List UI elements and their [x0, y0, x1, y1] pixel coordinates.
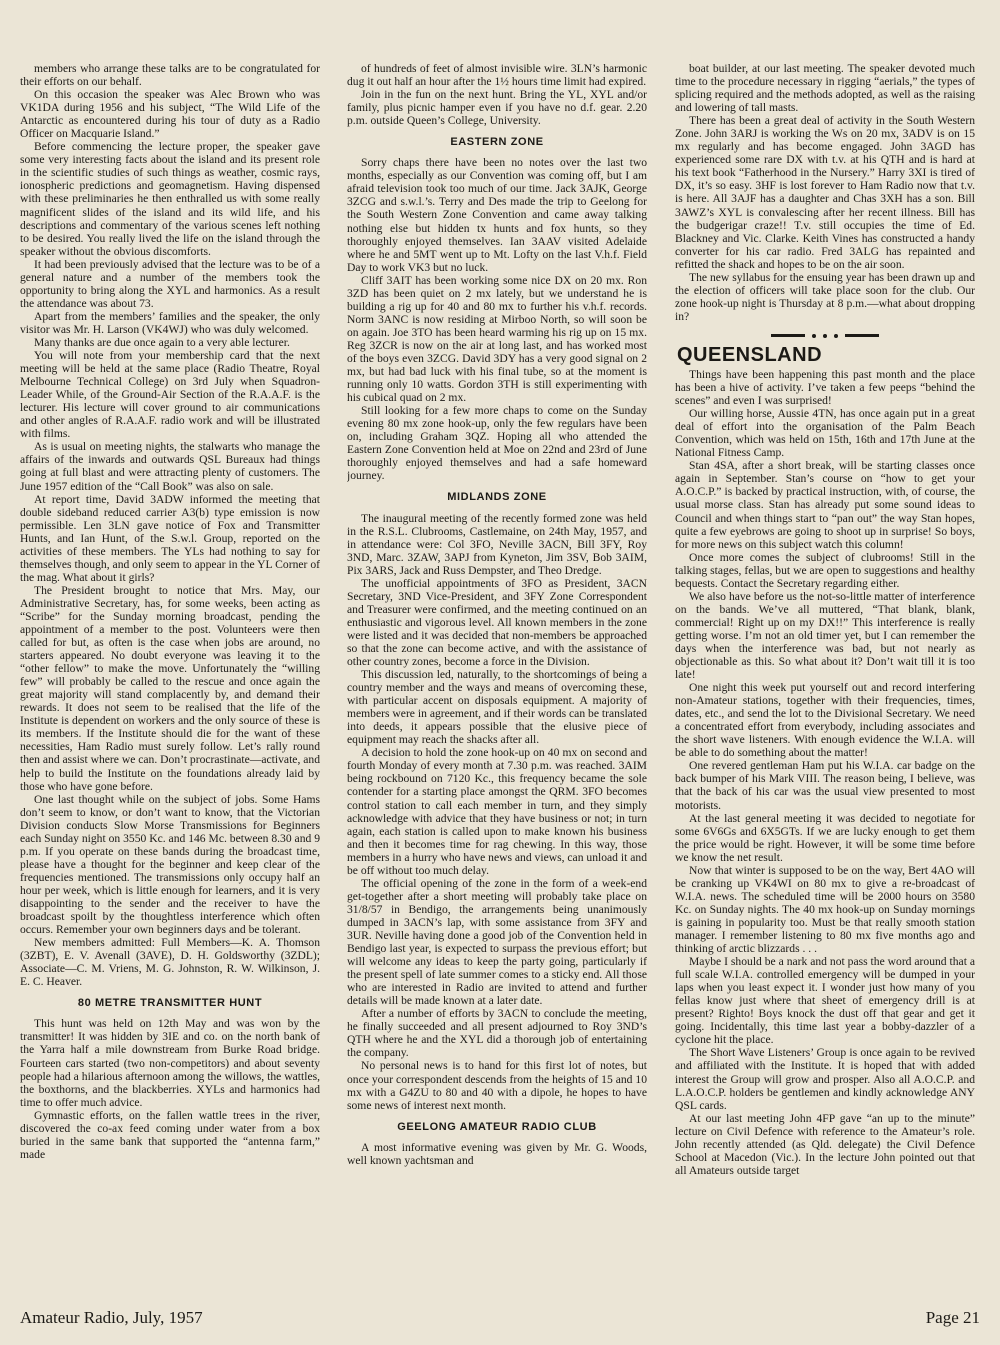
article-paragraph: of hundreds of feet of almost invisible wire. 3LN’s harmonic dug it out half an hour after the 1½ hours time limit had expired. [347, 62, 647, 89]
divider-dot [812, 334, 816, 338]
article-paragraph: The new syllabus for the ensuing year has been drawn up and the election of officers will take place soon for the club. Our zone hook-up night is Thursday at 8 p.m.—what about dropping in? [675, 270, 975, 323]
column-middle [347, 62, 647, 1297]
article-paragraph: There has been a great deal of activity in the South Western Zone. John 3ARJ is working the Ws on 20 mx, 3ADV is on 15 mx regularly and has become engaged. John 3AGD has experienced some rare DX with t.v. at his QTH and is hard at his text book “Fatherhood in the Nursery.” Harry 3XI is tired of DX, it’s so easy. 3HF is lost forever to Ham Radio now that t.v. is here. All 3AJF has a daughter and Chas 3XH has a son. Bill 3AWZ’s XYL is convalescing after her recent illness. Bill has the budgerigar craze!! T.v. still occupies the time of Ed. Blackney and Vic. Clarke. Keith Vines has constructed a handy converter for his car radio. Fred 3ALG has repainted and refitted the shack and hopes to be on the air soon. [675, 114, 975, 271]
article-paragraph: Our willing horse, Aussie 4TN, has once again put in a great deal of effort into the organisation of the Palm Beach Convention, which was held on 15th, 16th and 17th June at the National Fitness Camp. [675, 407, 975, 460]
article-paragraph: Once more comes the subject of clubrooms! Still in the talking stages, fellas, but we are open to suggestions and healthy bequests. Contact the Secretary regarding either. [675, 550, 975, 590]
article-paragraph: It had been previously advised that the lecture was to be of a general nature and a number of the members took the opportunity to bring along the XYL and harmonics. As a result the attendance was about 73. [20, 257, 320, 310]
article-paragraph: One revered gentleman Ham put his W.I.A. car badge on the back bumper of his Mark VIII. The reason being, I believe, was that the back of his car was the usual view presented to most motorists. [675, 759, 975, 812]
section-heading: MIDLANDS ZONE [447, 491, 547, 504]
article-paragraph: As is usual on meeting nights, the stalwarts who manage the affairs of the inwards and outwards QSL Bureaux had things going at full blast and were attracting plenty of customers. The June 1957 edition of the “Call Book” was also on sale. [20, 440, 320, 493]
article-paragraph: A decision to hold the zone hook-up on 40 mx on second and fourth Monday of every month at 7.30 p.m. was reached. 3AIM being rockbound on 7120 Kc., this frequency became the sole contender for a starting place amongst the QRM. 3FO becomes control station to call each member in turn, and they simply acknowledge with advice that they have business or not; in turn again, each station is called upon to make known his business and then it becomes time for rag chewing. In this way, those members in a hurry who have news and views, can unload it and be off without too much delay. [347, 746, 647, 877]
article-paragraph: No personal news is to hand for this first lot of notes, but once your correspondent descends from the heights of 15 and 10 mx with a G4ZU to 80 and 40 with a dipole, he hopes to have some news of interest next month. [347, 1059, 647, 1112]
section-heading: 80 METRE TRANSMITTER HUNT [77, 997, 263, 1010]
article-paragraph: Now that winter is supposed to be on the way, Bert 4AO will be cranking up VK4WI on 80 mx to give a re-broadcast of W.I.A. news. The scheduled time will be 2000 hours on 3580 Kc. on Sunday nights. The 40 mx hook-up on Sunday mornings is gaining in popularity too. Must be that really smooth station manager. I remember listening to 80 mx five months ago and thinking of arctic blizzards . . . [675, 863, 975, 956]
column-left [20, 62, 320, 1297]
section-heading: EASTERN ZONE [450, 136, 544, 149]
divider-dot [834, 334, 838, 338]
article-paragraph: New members admitted: Full Members—K. A. Thomson (3ZBT), E. V. Avenall (3AVE), D. H. Goldsworthy (3ZDL); Associate—C. M. Vriens, M. G. Johnston, R. W. Wilkinson, J. E. C. Heaver. [20, 936, 320, 989]
article-paragraph: Things have been happening this past month and the place has been a hive of activity. I’ve taken a few peeps “behind the scenes” and even I was surprised! [675, 367, 975, 408]
article-paragraph: Maybe I should be a nark and not pass the word around that a full scale W.I.A. controlled emergency will be dumped in your laps when you least expect it. I wonder just how many of you fellas know just where that sheet of emergency drill is at present? Righto! Boys knock the dust off that gear and get it going. Incidentally, this time last year a bobby-dazzler of a cyclone hit the place. [675, 955, 975, 1047]
article-paragraph: We also have before us the not-so-little matter of interference on the bands. We’ve all muttered, “That blank, blank, commercial! Right up on my DX!!” This interference is really getting worse. I’m not an old timer yet, but I can remember the days when the interference was bad, but not nearly as objectionable as this. So what about it? Don’t wait till it is too late! [675, 589, 975, 682]
section-heading: QUEENSLAND [677, 343, 823, 366]
article-paragraph: Join in the fun on the next hunt. Bring the YL, XYL and/or family, plus picnic hamper even if you have no d.f. gear. 2.20 p.m. outside Queen’s College, University. [347, 88, 647, 128]
article-paragraph: The inaugural meeting of the recently formed zone was held in the R.S.L. Clubrooms, Castlemaine, on 24th May, 1957, and in attendance were: Col 3FO, Neville 3ACN, Bill 3FY, Roy 3ND, Marc. 3ZAW, 3APJ from Kyneton, Jim 3SV, Bob 3AIM, Pix 3ARS, Jack and Russ Dempster, and Theo Dredge. [347, 511, 647, 577]
article-paragraph: After a number of efforts by 3ACN to conclude the meeting, he finally succeeded and all present adjourned to Roy 3ND’s QTH where he and the XYL did a thorough job of entertaining the company. [347, 1007, 647, 1060]
section-divider [675, 327, 975, 345]
article-paragraph: You will note from your membership card that the next meeting will be held at the same place (Radio Theatre, Royal Melbourne Technical College) on 3rd July when Squadron-Leader While, of the Ground-Air Section of the R.A.A.F. is the lecturer. His lecture will cover ground to air communications and other angles of R.A.A.F. radio work and will be illustrated with films. [20, 349, 320, 441]
article-paragraph: At report time, David 3ADW informed the meeting that double sideband reduced carrier A3(b) type emission is now permissible. Len 3LN gave notice of Fox and Transmitter Hunts, and Ian Hunt, of the S.w.l. Group, reported on the activities of these members. The YLs had nothing to say for themselves though, and only seem to appear in the YL Corner of the mag. What about it girls? [20, 492, 320, 584]
section-heading: GEELONG AMATEUR RADIO CLUB [397, 1120, 597, 1133]
article-paragraph: At our last meeting John 4FP gave “an up to the minute” lecture on Civil Defence with reference to the Amateur’s role. John recently attended (as Qld. delegate) the Civil Defence School at Macedon (Vic.). In the lecture John pointed out that all Amateurs outside target [675, 1111, 975, 1177]
article-paragraph: Still looking for a few more chaps to come on the Sunday evening 80 mx zone hook-up, only the few regulars have been on, including Graham 3QZ. Hoping all who attended the Eastern Zone Convention held at Moe on 22nd and 23rd of June thoroughly enjoyed themselves and had a safe homeward journey. [347, 404, 647, 483]
footer-publication: Amateur Radio, July, 1957 [20, 1308, 203, 1327]
article-paragraph: Sorry chaps there have been no notes over the last two months, especially as our Convention was coming off, but I am afraid television took too much of our time. Jack 3AJK, George 3ZCG and s.w.l.’s. Terry and Des made the trip to Geelong for the South Western Zone Convention and came away talking nothing else but hidden tx hunts and fox hunts, so they thoroughly enjoyed themselves. Ian 3AAV visited Adelaide where he and 5MT went up to Mt. Lofty on the last V.h.f. Field Day to work VK3 but no luck. [347, 156, 647, 274]
article-paragraph: Many thanks are due once again to a very able lecturer. [34, 335, 290, 349]
article-paragraph: A most informative evening was given by Mr. G. Woods, well known yachtsman and [347, 1140, 647, 1167]
article-paragraph: On this occasion the speaker was Alec Brown who was VK1DA during 1956 and his subject, “The Wild Life of the Antarctic as encountered during his tour of duty as a Radio Officer on Macquarie Island.” [20, 88, 320, 141]
article-paragraph: The Short Wave Listeners’ Group is once again to be revived and affiliated with the Institute. It is hoped that with added interest the Group will grow and prosper. Also all A.O.C.P. and L.A.O.C.P. holders be gentlemen and kindly acknowledge ANY QSL cards. [675, 1046, 975, 1112]
column-right [675, 62, 975, 1297]
page-footer [20, 1305, 980, 1331]
article-paragraph: Gymnastic efforts, on the fallen wattle trees in the river, discovered the co-ax feed coming under water from a box buried in the same bank that supported the “antenna farm,” made [20, 1108, 320, 1161]
article-paragraph: At the last general meeting it was decided to negotiate for some 6V6Gs and 6X5GTs. If we are lucky enough to get them the price would be right. However, it will be some time before we know the net result. [675, 811, 975, 864]
article-paragraph: One night this week put yourself out and record interfering non-Amateur stations, together with their frequencies, times, dates, etc., and send the lot to the Divisional Secretary. We need a concentrated effort from everybody, including associates and the short wave listeners. With enough evidence the W.I.A. will be able to do something about the matter! [675, 681, 975, 760]
divider-dot [823, 334, 827, 338]
article-paragraph: Cliff 3AIT has been working some nice DX on 20 mx. Ron 3ZD has been quiet on 2 mx lately, but we understand he is building a rig up for 40 and 80 mx to further his v.h.f. records. Norm 3ANC is now residing at Mirboo North, so will soon be on again. Joe 3TO has been heard warming his rig up on 15 mx. Reg 3ZCR is now on the air at long last, and has worked most of the boys even 3ZCG. David 3DY has a very good signal on 2 mx, but had bad luck with his final tube, so at the moment is running only 10 watts. Gordon 3TH is still experimenting with his cubical quad on 2 mx. [347, 273, 647, 405]
article-paragraph: The unofficial appointments of 3FO as President, 3ACN Secretary, 3ND Vice-President, and 3FY Zone Correspondent and Treasurer were confirmed, and the meeting continued on an enthusiastic and vigorous level. All known members in the zone were listed and it was decided that non-members be approached so that the zone can become active, and with the assistance of other country zones, become a force in the Division. [347, 576, 647, 669]
article-paragraph: Stan 4SA, after a short break, will be starting classes once again in September. Stan’s course on “how to get your A.O.C.P.” is backed by practical instruction, with, of course, the usual morse class. Stan has already put some sound ideas to Council and when things start to “pan out” the way Stan hopes, quite a few eyebrows are going to shoot up in surprise! So boys, for more news on this subject watch this column! [675, 459, 975, 551]
article-paragraph: The President brought to notice that Mrs. May, our Administrative Secretary, has, for some weeks, been acting as “Scribe” for the Sunday morning broadcast, pending the appointment of a member to the post. Volunteers were then called for but, as often is the case when jobs are around, no starters appeared. No doubt everyone was leaving it to the “other fellow” to make the move. Unfortunately the “willing few” will probably be called to the rescue and once again the great majority will stand complacently by, and demand their rewards. It does not seem to be realised that the life of the Institute is dependent on workers and the only source of these is its members. If the Institute should die for the want of these necessities, Ham Radio must surely follow. Let’s rally round then and assist where we can. Don’t procrastinate—activate, and help to build the Institute on the foundations already laid by those who have gone before. [20, 583, 320, 793]
article-paragraph: Apart from the members’ families and the speaker, the only visitor was Mr. H. Larson (VK4WJ) who was duly welcomed. [20, 309, 320, 336]
article-paragraph: Before commencing the lecture proper, the speaker gave some very interesting facts about the island and its present role in the scientific studies of such things as weather, cosmic rays, ionospheric predictions and geomagnetism. Having dispensed with these preliminaries he then enthralled us with some really magnificent slides of the island and its wild life, and his descriptions and commentary of the various scenes left nothing to be desired. You really lived the life on the island through the speaker without the obvious discomforts. [20, 140, 320, 258]
article-paragraph: boat builder, at our last meeting. The speaker devoted much time to the procedure necessary in rigging “aerials,” the types of splicing required and the methods adopted, as well as the raising and lowering of tall masts. [675, 62, 975, 115]
divider-rule [845, 334, 879, 337]
article-paragraph: This discussion led, naturally, to the shortcomings of being a country member and the ways and means of overcoming these, with particular accent on disposals equipment. A majority of members were in agreement, and if their words can be translated into deeds, it appears possible that the elusive piece of equipment may reach the shacks after all. [347, 668, 647, 747]
footer-page-number: Page 21 [925, 1308, 980, 1327]
article-paragraph: One last thought while on the subject of jobs. Some Hams don’t seem to know, or don’t want to know, that the Victorian Division conducts Slow Morse Transmissions for Beginners each Sunday night on 3550 Kc. and 146 Mc. between 8.30 and 9 p.m. If you operate on these bands during the broadcast time, please have a thought for the beginner and keep clear of the frequencies mentioned. The transmissions only occupy half an hour per week, which is little enough for learners, and it is very disappointing to the sender and the receiver to have the broadcast spoilt by the thoughtless interference which often occurs. Remember your own beginners days and be tolerant. [20, 792, 320, 937]
divider-rule [771, 334, 805, 337]
article-paragraph: This hunt was held on 12th May and was won by the transmitter! It was hidden by 3IE and co. on the north bank of the Yarra half a mile downstream from Burke Road bridge. Fourteen cars started (two non-competitors) and about seventy people had a hilarious afternoon among the willows, the wattles, the boxthorns, and the blackberries. XYLs and harmonics had time to offer much advice. [20, 1017, 320, 1109]
article-paragraph: The official opening of the zone in the form of a week-end get-together after a short meeting will probably take place on 31/8/57 in Bendigo, the arrangements being unanimously dumped in 3ACN’s lap, with some assistance from 3FY and 3UR. Neville having done a good job of the Convention held in Bendigo last year, is expected to surpass the previous effort; but will welcome any ideas to keep the party going, particularly if the present spell of late summer comes to a sticky end. All those who are interested in Radio are invited to attend and further details will be made known at a later date. [347, 876, 647, 1008]
article-paragraph: members who arrange these talks are to be congratulated for their efforts on our behalf. [20, 62, 320, 89]
